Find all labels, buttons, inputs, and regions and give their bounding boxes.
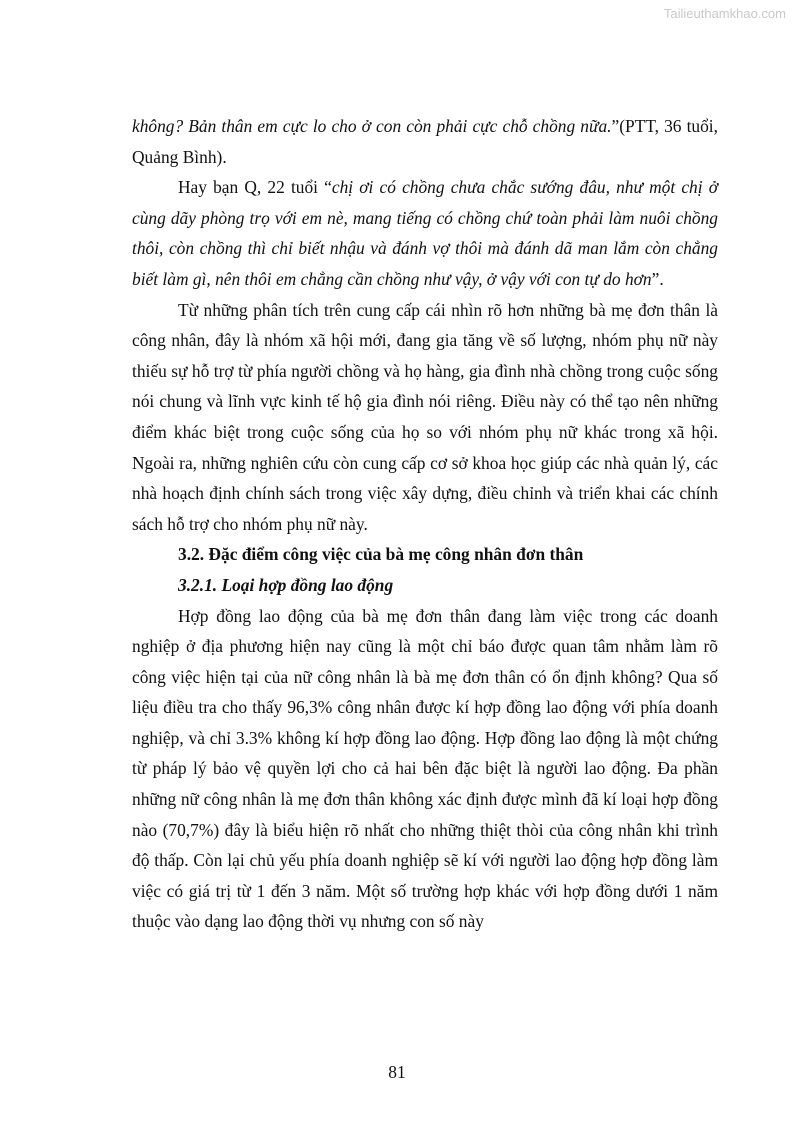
document-body	[132, 111, 718, 937]
page-number: 81	[388, 1062, 406, 1082]
quote-italic-text: chị ơi có chồng chưa chắc sướng đâu, như một chị ở cùng dãy phòng trọ với em nè, mang tiếng có chồng chứ toàn phải làm nuôi chồng thôi, còn chồng thì chỉ biết nhậu và đánh vợ thôi mà đánh dã man lắm còn chẳng biết làm gì, nên thôi em chẳng cần chồng như vậy, ở vậy với con tự do hơn	[132, 177, 718, 289]
subsection-heading: 3.2.1. Loại hợp đồng lao động	[178, 574, 394, 595]
quote-continuation-paragraph	[132, 111, 718, 172]
quote-lead: Hay bạn Q, 22 tuổi “	[178, 177, 332, 198]
quote-citation: ”(PTT, 36 tuổi, Quảng Bình).	[132, 116, 718, 167]
analysis-paragraph: Từ những phân tích trên cung cấp cái nhìn rõ hơn những bà mẹ đơn thân là công nhân, đây là nhóm xã hội mới, đang gia tăng về số lượng, nhóm phụ nữ này thiếu sự hỗ trợ từ phía người chồng và họ hàng, gia đình nhà chồng trong cuộc sống nói chung và lĩnh vực kinh tế hộ gia đình nói riêng. Điều này có thể tạo nên những điểm khác biệt trong cuộc sống của họ so với nhóm phụ nữ khác trong xã hội. Ngoài ra, những nghiên cứu còn cung cấp cơ sở khoa học giúp các nhà quản lý, các nhà hoạch định chính sách trong việc xây dựng, điều chỉnh và triển khai các chính sách hỗ trợ cho nhóm phụ nữ này.	[132, 299, 718, 534]
quote-paragraph	[132, 172, 718, 294]
contract-paragraph: Hợp đồng lao động của bà mẹ đơn thân đang làm việc trong các doanh nghiệp ở địa phương hiện nay cũng là một chỉ báo được quan tâm nhằm làm rõ công việc hiện tại của nữ công nhân là bà mẹ đơn thân có ổn định không? Qua số liệu điều tra cho thấy 96,3% công nhân được kí hợp đồng lao động với phía doanh nghiệp, và chỉ 3.3% không kí hợp đồng lao động. Hợp đồng lao động là một chứng từ pháp lý bảo vệ quyền lợi cho cả hai bên đặc biệt là người lao động. Đa phần những nữ công nhân là mẹ đơn thân không xác định được mình đã kí loại hợp đồng nào (70,7%) đây là biểu hiện rõ nhất cho những thiệt thòi của công nhân khi trình độ thấp. Còn lại chủ yếu phía doanh nghiệp sẽ kí với người lao động hợp đồng làm việc có giá trị từ 1 đến 3 năm. Một số trường hợp khác với hợp đồng dưới 1 năm thuộc vào dạng lao động thời vụ nhưng con số này	[132, 605, 718, 932]
quote-italic-text: không? Bản thân em cực lo cho ở con còn phải cực chỗ chồng nữa.	[132, 116, 612, 136]
section-heading: 3.2. Đặc điểm công việc của bà mẹ công nhân đơn thân	[178, 544, 584, 565]
quote-tail: ”.	[651, 268, 664, 289]
watermark-text: Tailieuthamkhao.com	[663, 6, 786, 21]
